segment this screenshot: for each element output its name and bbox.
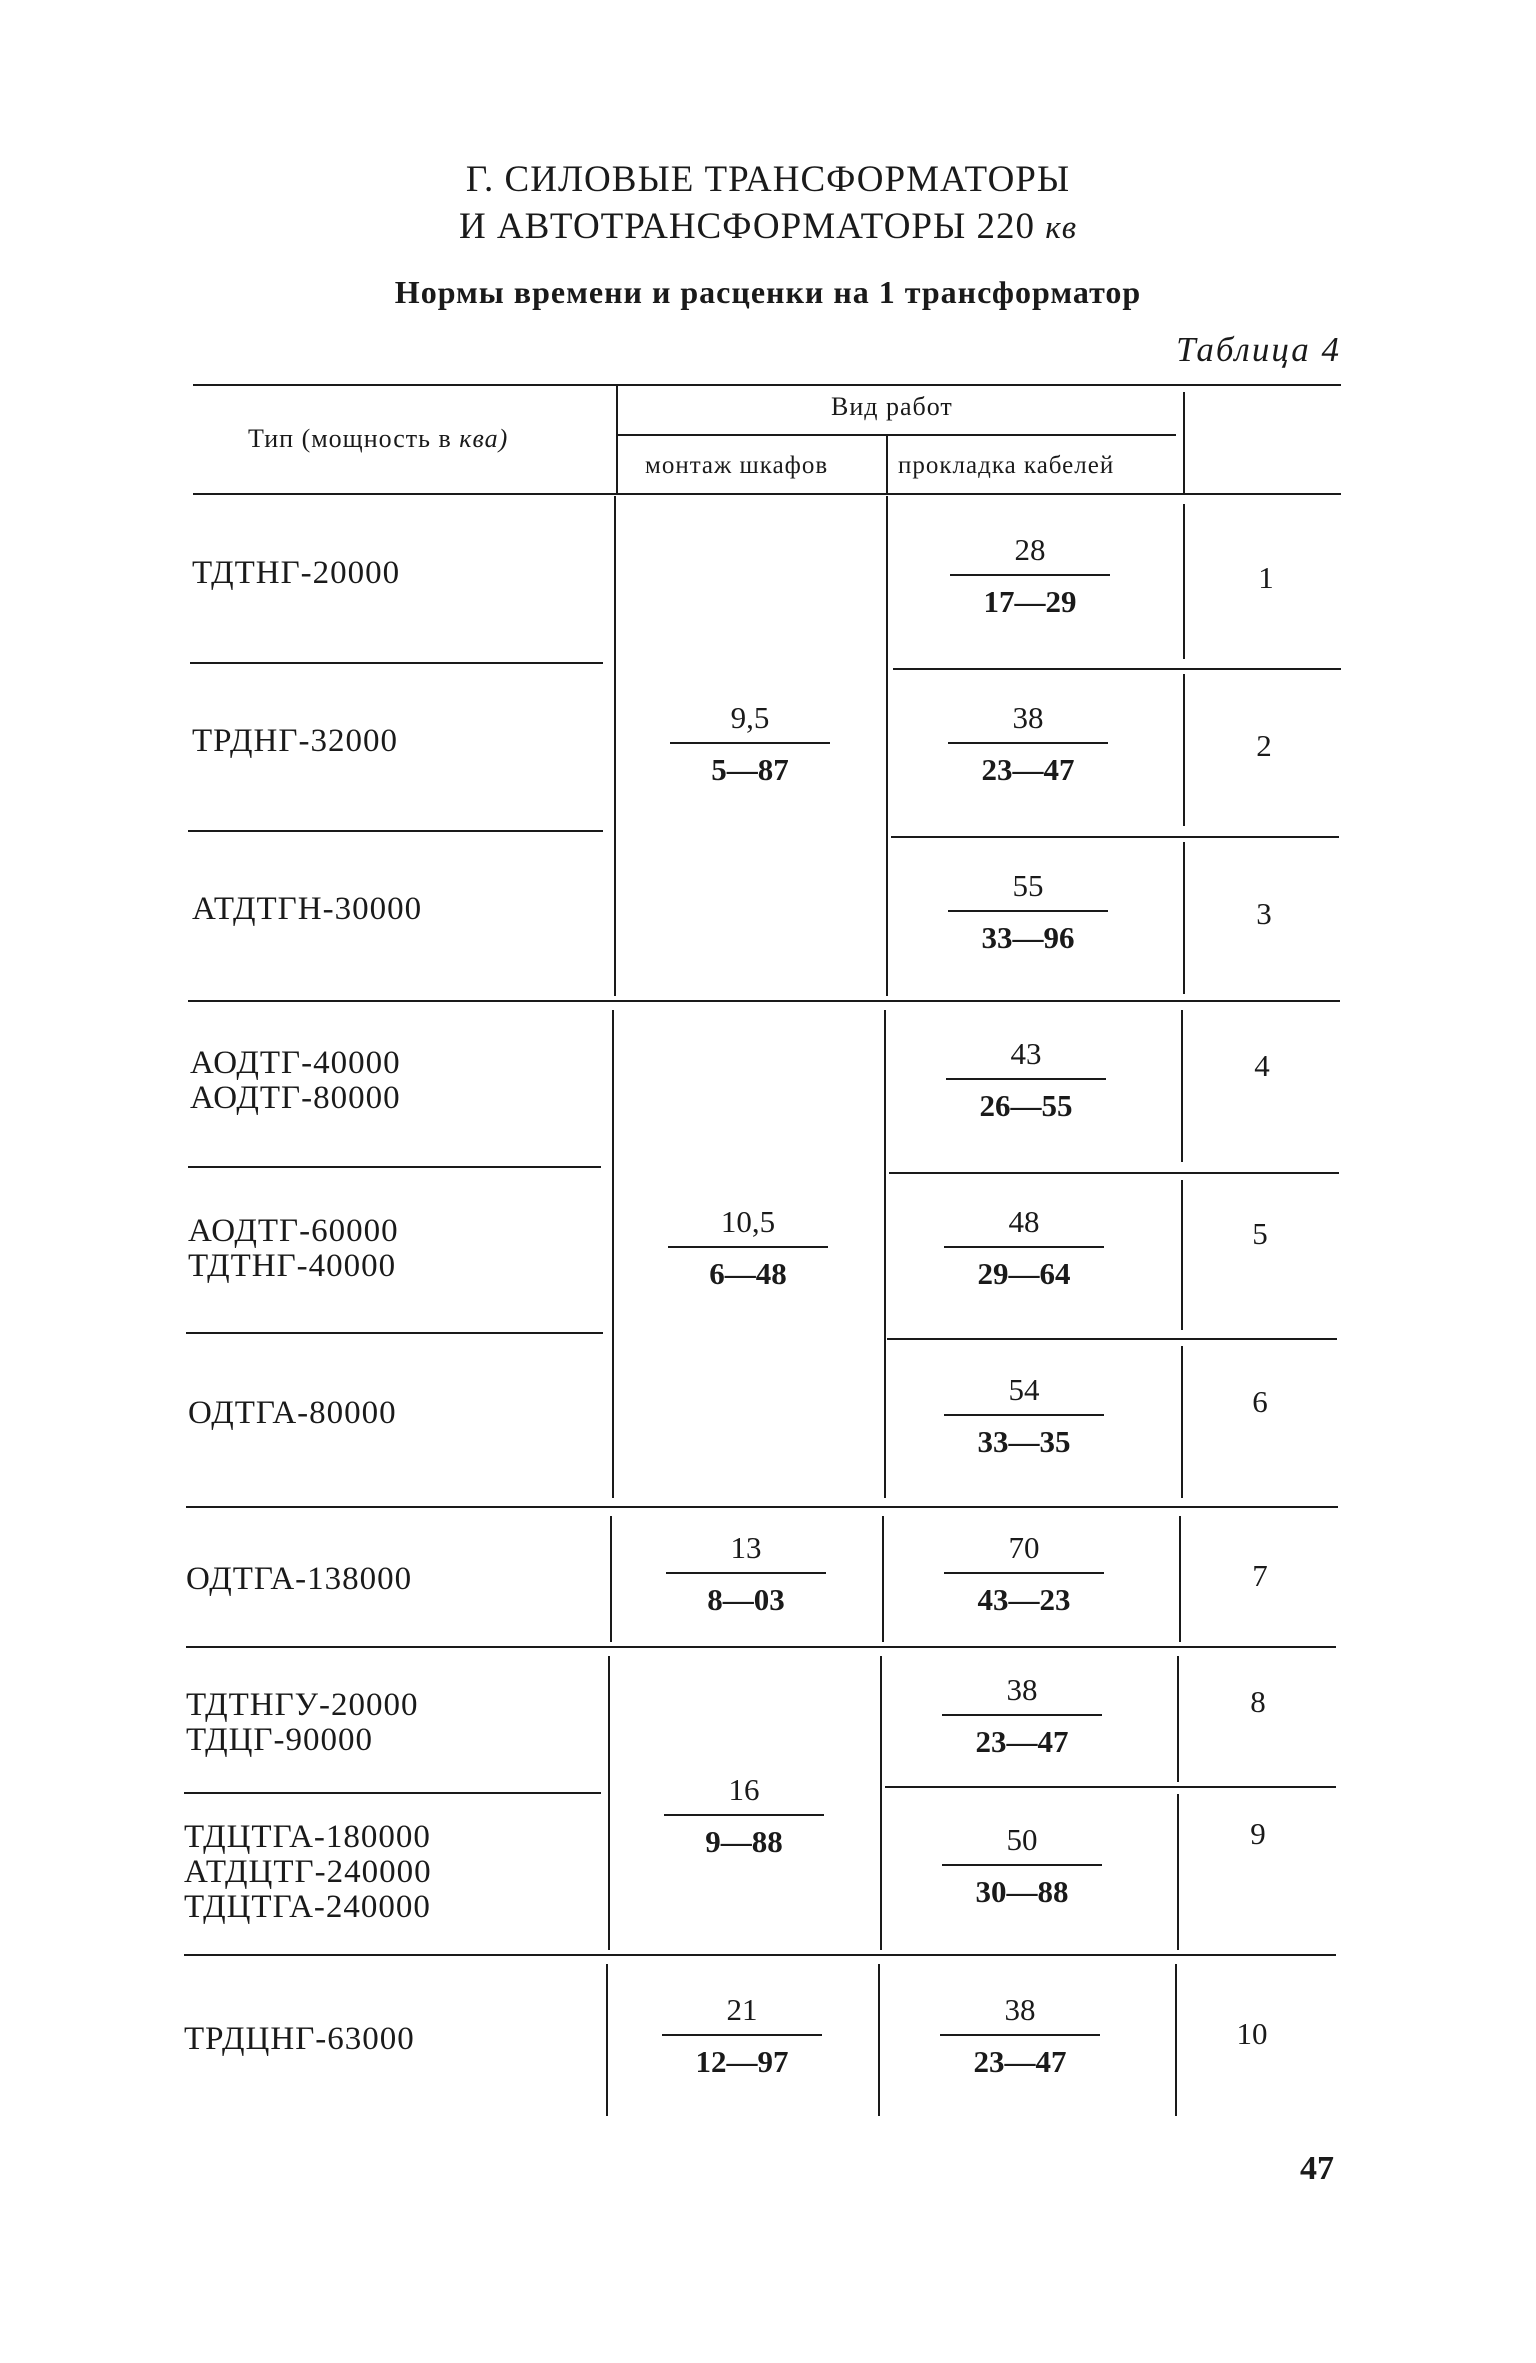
- col-line: [1177, 1656, 1179, 1782]
- type-name-line: АОДТГ-80000: [190, 1080, 401, 1116]
- type-name-line: АОДТГ-60000: [188, 1213, 399, 1249]
- cable-price: 33—96: [981, 920, 1075, 955]
- row-type-name: [186, 1688, 419, 1758]
- cable-fraction: [948, 868, 1108, 956]
- row-rule: [188, 830, 603, 832]
- cable-fraction: [946, 1036, 1106, 1124]
- type-name-line: ТДТНГ-40000: [188, 1248, 397, 1284]
- install-fraction: [670, 700, 830, 788]
- cable-fraction: [944, 1372, 1104, 1460]
- install-fraction: [664, 1772, 824, 1860]
- cable-norm: 50: [1006, 1822, 1038, 1857]
- cable-price: 33—35: [977, 1424, 1071, 1459]
- cable-price: 23—47: [981, 752, 1075, 787]
- install-price: 5—87: [711, 752, 789, 787]
- install-fraction: [662, 1992, 822, 2080]
- col-line: [880, 1656, 882, 1950]
- fraction-bar: [942, 1864, 1102, 1866]
- table-subtitle: Нормы времени и расценки на 1 трансформатор: [394, 274, 1142, 310]
- fraction-bar: [944, 1414, 1104, 1416]
- row-type-name: [188, 1214, 399, 1284]
- fraction-bar: [948, 910, 1108, 912]
- cable-fraction: [948, 700, 1108, 788]
- row-type-name: ТДТНГ-20000: [192, 555, 401, 591]
- col-line: [606, 1964, 608, 2116]
- header-vline-2: [886, 436, 888, 494]
- install-norm: 10,5: [720, 1204, 776, 1239]
- fraction-bar: [664, 1814, 824, 1816]
- fraction-bar: [942, 1714, 1102, 1716]
- header-cable: прокладка кабелей: [898, 452, 1115, 479]
- col-line: [612, 1010, 614, 1498]
- row-rule: [184, 1792, 601, 1794]
- type-name-line: ТДЦТГА-180000: [184, 1819, 431, 1855]
- row-type-name: АТДТГН-30000: [192, 891, 423, 927]
- fraction-bar: [948, 742, 1108, 744]
- row-type-name: [184, 1820, 432, 1925]
- row-number: 9: [1250, 1816, 1266, 1851]
- install-price: 9—88: [705, 1824, 783, 1859]
- cable-price: 23—47: [973, 2044, 1067, 2079]
- col-line: [1183, 504, 1185, 659]
- cable-fraction: [944, 1530, 1104, 1618]
- table-top-rule: [193, 384, 1341, 386]
- cable-norm: 70: [1008, 1530, 1040, 1565]
- col-line: [608, 1656, 610, 1950]
- type-name-line: АТДЦТГ-240000: [184, 1854, 432, 1890]
- header-vline-1: [616, 386, 618, 494]
- col-line: [886, 496, 888, 996]
- fraction-bar: [944, 1246, 1104, 1248]
- col-line: [610, 1516, 612, 1642]
- cable-fraction: [940, 1992, 1100, 2080]
- row-type-name: ОДТГА-138000: [186, 1561, 413, 1597]
- header-type-text: Тип (мощность в: [248, 424, 452, 453]
- header-bottom-rule: [193, 493, 1341, 495]
- install-norm: 16: [728, 1772, 760, 1807]
- row-number: 10: [1236, 2016, 1268, 2051]
- cable-norm: 54: [1008, 1372, 1040, 1407]
- type-name-line: ТДЦТГА-240000: [184, 1889, 431, 1925]
- group-rule: [186, 1646, 1336, 1648]
- row-rule: [891, 836, 1339, 838]
- row-rule: [893, 668, 1341, 670]
- install-norm: 13: [730, 1530, 762, 1565]
- table-label: Таблица 4: [1176, 330, 1341, 369]
- row-number: 7: [1252, 1558, 1268, 1593]
- fraction-bar: [662, 2034, 822, 2036]
- cable-fraction: [942, 1672, 1102, 1760]
- col-line: [1183, 842, 1185, 994]
- fraction-bar: [668, 1246, 828, 1248]
- group-rule: [186, 1506, 1338, 1508]
- row-rule: [190, 662, 603, 664]
- cable-price: 30—88: [975, 1874, 1069, 1909]
- row-rule: [889, 1172, 1339, 1174]
- group-rule: [188, 1000, 1340, 1002]
- cable-norm: 38: [1012, 700, 1044, 735]
- row-number: 1: [1258, 560, 1274, 595]
- cable-fraction: [950, 532, 1110, 620]
- row-type-name: [190, 1046, 401, 1116]
- install-price: 8—03: [707, 1582, 785, 1617]
- header-type-unit: ква): [459, 424, 509, 453]
- page-number: 47: [1300, 2150, 1334, 2187]
- fraction-bar: [940, 2034, 1100, 2036]
- col-line: [1181, 1010, 1183, 1162]
- col-line: [1177, 1794, 1179, 1950]
- install-fraction: [668, 1204, 828, 1292]
- row-type-name: ТРДНГ-32000: [192, 723, 398, 759]
- fraction-bar: [950, 574, 1110, 576]
- section-title-line2-text: И АВТОТРАНСФОРМАТОРЫ 220: [458, 206, 1036, 247]
- type-name-line: ТДТНГУ-20000: [186, 1687, 419, 1723]
- col-line: [882, 1516, 884, 1642]
- col-line: [1179, 1516, 1181, 1642]
- fraction-bar: [946, 1078, 1106, 1080]
- row-type-name: ОДТГА-80000: [188, 1395, 397, 1431]
- col-line: [1181, 1180, 1183, 1330]
- section-title-line2: [0, 205, 1536, 248]
- cable-price: 17—29: [983, 584, 1077, 619]
- col-line: [1175, 1964, 1177, 2116]
- row-number: 2: [1256, 728, 1272, 763]
- fraction-bar: [944, 1572, 1104, 1574]
- row-rule: [887, 1338, 1337, 1340]
- cable-price: 26—55: [979, 1088, 1073, 1123]
- col-line: [1181, 1346, 1183, 1498]
- fraction-bar: [666, 1572, 826, 1574]
- row-number: 3: [1256, 896, 1272, 931]
- install-price: 6—48: [709, 1256, 787, 1291]
- header-install: монтаж шкафов: [645, 452, 829, 479]
- install-norm: 21: [726, 1992, 758, 2027]
- section-title-line1: Г. СИЛОВЫЕ ТРАНСФОРМАТОРЫ: [465, 159, 1071, 200]
- fraction-bar: [670, 742, 830, 744]
- col-line: [614, 496, 616, 996]
- col-line: [878, 1964, 880, 2116]
- col-line: [884, 1010, 886, 1498]
- cable-norm: 38: [1006, 1672, 1038, 1707]
- cable-norm: 43: [1010, 1036, 1042, 1071]
- cable-norm: 48: [1008, 1204, 1040, 1239]
- header-work-group: Вид работ: [831, 392, 953, 421]
- header-subrule: [618, 434, 1176, 436]
- row-number: 4: [1254, 1048, 1270, 1083]
- cable-fraction: [944, 1204, 1104, 1292]
- type-name-line: АОДТГ-40000: [190, 1045, 401, 1081]
- cable-norm: 55: [1012, 868, 1044, 903]
- install-price: 12—97: [695, 2044, 789, 2079]
- header-type-column: [248, 424, 508, 454]
- install-norm: 9,5: [730, 700, 770, 735]
- row-rule: [885, 1786, 1336, 1788]
- install-fraction: [666, 1530, 826, 1618]
- row-number: 8: [1250, 1684, 1266, 1719]
- col-line: [1183, 674, 1185, 826]
- cable-price: 29—64: [977, 1256, 1071, 1291]
- cable-price: 23—47: [975, 1724, 1069, 1759]
- row-number: 5: [1252, 1216, 1268, 1251]
- header-vline-3: [1183, 392, 1185, 494]
- row-type-name: ТРДЦНГ-63000: [184, 2021, 415, 2057]
- cable-norm: 38: [1004, 1992, 1036, 2027]
- row-rule: [188, 1166, 601, 1168]
- cable-price: 43—23: [977, 1582, 1071, 1617]
- group-rule: [184, 1954, 1336, 1956]
- type-name-line: ТДЦГ-90000: [186, 1722, 373, 1758]
- cable-norm: 28: [1014, 532, 1046, 567]
- row-number: 6: [1252, 1384, 1268, 1419]
- row-rule: [186, 1332, 603, 1334]
- section-title-unit: кв: [1045, 210, 1078, 246]
- cable-fraction: [942, 1822, 1102, 1910]
